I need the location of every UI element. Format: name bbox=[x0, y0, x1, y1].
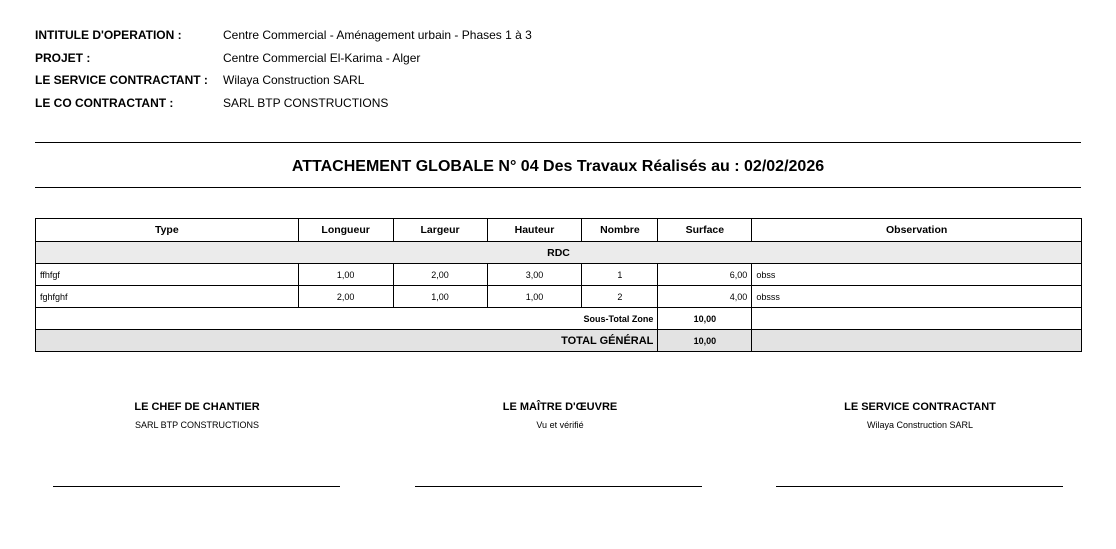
table-row bbox=[36, 264, 1082, 286]
signature-title: LE CHEF DE CHANTIER bbox=[134, 401, 260, 413]
signature-chef-chantier bbox=[27, 401, 367, 430]
info-value: Centre Commercial El-Karima - Alger bbox=[223, 50, 421, 65]
signature-subtitle: Wilaya Construction SARL bbox=[866, 420, 974, 430]
cell-observation: obss bbox=[752, 264, 1082, 286]
info-row-service-contractant bbox=[35, 69, 532, 92]
operation-info bbox=[35, 24, 532, 114]
header-surface: Surface bbox=[658, 219, 752, 242]
cell-surface: 6,00 bbox=[658, 264, 752, 286]
attachment-table bbox=[35, 218, 1082, 352]
info-label: PROJET : bbox=[35, 50, 91, 65]
signature-title: LE MAÎTRE D'ŒUVRE bbox=[502, 401, 618, 413]
signature-line bbox=[53, 486, 340, 487]
header-largeur: Largeur bbox=[393, 219, 487, 242]
signature-line bbox=[776, 486, 1063, 487]
signature-line bbox=[415, 486, 702, 487]
title-top-divider bbox=[35, 142, 1081, 143]
signature-maitre-oeuvre bbox=[390, 401, 730, 430]
grand-total-value: 10,00 bbox=[658, 330, 752, 352]
cell-type: ffhfgf bbox=[36, 264, 299, 286]
zone-label: RDC bbox=[36, 242, 1082, 264]
header-longueur: Longueur bbox=[298, 219, 393, 242]
info-row-co-contractant bbox=[35, 92, 532, 115]
info-row-project bbox=[35, 47, 532, 70]
grand-total-observation bbox=[752, 330, 1082, 352]
cell-hauteur: 1,00 bbox=[487, 286, 582, 308]
header-observation: Observation bbox=[752, 219, 1082, 242]
signature-subtitle: SARL BTP CONSTRUCTIONS bbox=[134, 420, 260, 430]
table-header-row bbox=[36, 219, 1082, 242]
signature-subtitle: Vu et vérifié bbox=[536, 420, 584, 430]
zone-row bbox=[36, 242, 1082, 264]
signature-service-contractant bbox=[750, 401, 1090, 430]
title-bottom-divider bbox=[35, 187, 1081, 188]
table-row bbox=[36, 286, 1082, 308]
subtotal-row bbox=[36, 308, 1082, 330]
grand-total-label: TOTAL GÉNÉRAL bbox=[36, 330, 658, 352]
info-label: LE SERVICE CONTRACTANT : bbox=[35, 73, 208, 88]
subtotal-observation bbox=[752, 308, 1082, 330]
cell-longueur: 1,00 bbox=[298, 264, 393, 286]
cell-observation: obsss bbox=[752, 286, 1082, 308]
info-value: Wilaya Construction SARL bbox=[223, 73, 365, 88]
header-hauteur: Hauteur bbox=[487, 219, 582, 242]
document-title: ATTACHEMENT GLOBALE N° 04 Des Travaux Réalisés au : 02/02/2026 bbox=[291, 158, 825, 175]
cell-hauteur: 3,00 bbox=[487, 264, 582, 286]
signature-title: LE SERVICE CONTRACTANT bbox=[844, 401, 996, 413]
header-type: Type bbox=[36, 219, 299, 242]
info-value: SARL BTP CONSTRUCTIONS bbox=[223, 96, 389, 111]
grand-total-row bbox=[36, 330, 1082, 352]
info-label: INTITULE D'OPERATION : bbox=[35, 28, 182, 43]
subtotal-label: Sous-Total Zone bbox=[36, 308, 658, 330]
info-label: LE CO CONTRACTANT : bbox=[35, 96, 174, 111]
cell-largeur: 2,00 bbox=[393, 264, 487, 286]
info-value: Centre Commercial - Aménagement urbain - Phases 1 à 3 bbox=[223, 28, 532, 43]
subtotal-value: 10,00 bbox=[658, 308, 752, 330]
info-row-operation bbox=[35, 24, 532, 47]
cell-nombre: 2 bbox=[582, 286, 658, 308]
cell-longueur: 2,00 bbox=[298, 286, 393, 308]
cell-nombre: 1 bbox=[582, 264, 658, 286]
header-nombre: Nombre bbox=[582, 219, 658, 242]
cell-largeur: 1,00 bbox=[393, 286, 487, 308]
cell-surface: 4,00 bbox=[658, 286, 752, 308]
cell-type: fghfghf bbox=[36, 286, 299, 308]
